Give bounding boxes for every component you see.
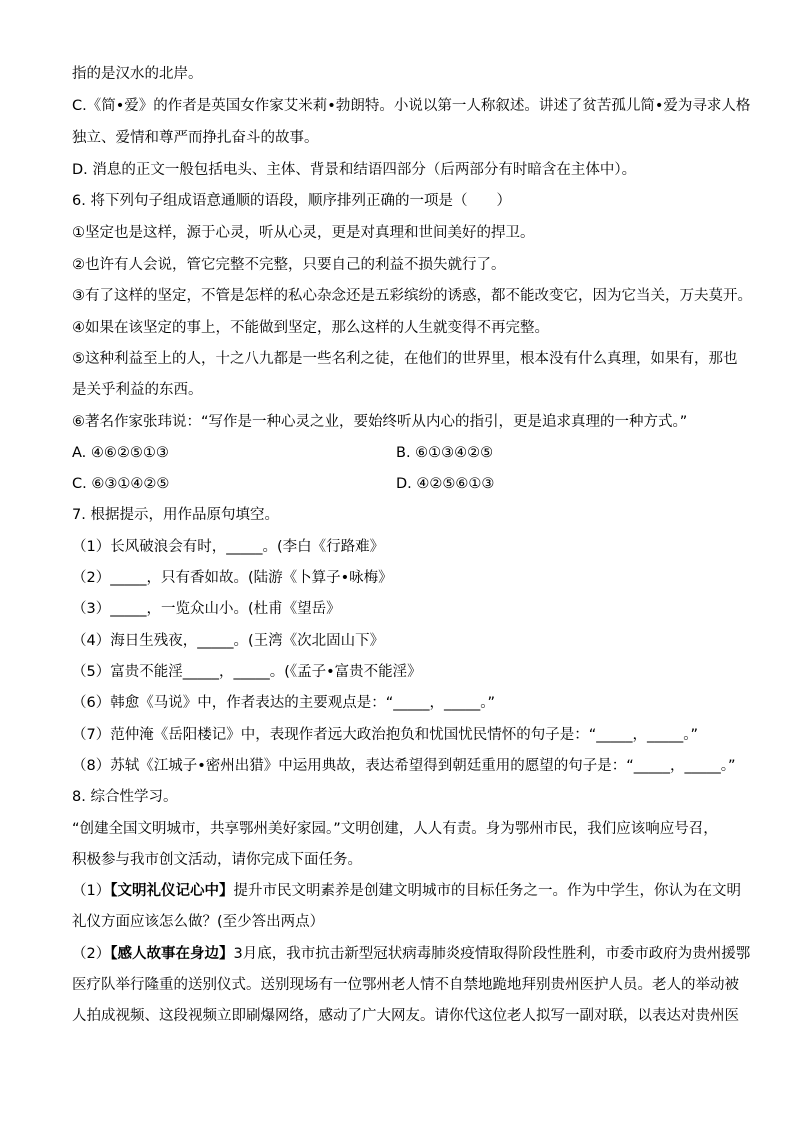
q8-intro: “创建全国文明城市，共享鄂州美好家园。”文明创建，人人有责。身为鄂州市民，我们应该响应号召， (72, 821, 718, 837)
text-line: 指的是汉水的北岸。 (72, 66, 203, 82)
option-d-statement: D. 消息的正文一般包括电头、主体、背景和结语四部分（后两部分有时暗含在主体中）。 (72, 162, 637, 178)
question-6-title: 6. 将下列句子组成语意通顺的语段，顺序排列正确的一项是（ ） (72, 193, 511, 209)
sentence-4: ④如果在该坚定的事上，不能做到坚定，那么这样的人生就变得不再完整。 (72, 320, 549, 336)
question-7-title: 7. 根据提示，用作品原句填空。 (72, 507, 279, 523)
sentence-1: ①坚定也是这样，源于心灵，听从心灵，更是对真理和世间美好的捍卫。 (72, 225, 535, 241)
sentence-6: ⑥著名作家张玮说：“写作是一种心灵之业，要始终听从内心的指引，更是追求真理的一种方式。” (72, 414, 688, 430)
q7-item-5: （5）富贵不能淫_____，_____。(《孟子•富贵不能淫》 (72, 664, 422, 680)
q7-item-3: （3）_____，一览众山小。(杜甫《望岳》 (72, 601, 341, 617)
option-c-statement: C.《简•爱》的作者是英国女作家艾米莉•勃朗特。小说以第一人称叙述。讲述了贫苦孤儿简•爱为寻求人格 (72, 98, 751, 114)
q7-item-8: （8）苏轼《江城子•密州出猎》中运用典故，表达希望得到朝廷重用的愿望的句子是：“_____，_____。” (72, 758, 736, 774)
task-text: 3月底，我市抗击新型冠状病毒肺炎疫情取得阶段性胜利，市委市政府为贵州援鄂 (233, 946, 751, 962)
task-number: （1） (72, 883, 111, 899)
q7-item-4: （4）海日生残夜，_____。(王湾《次北固山下》 (72, 633, 385, 649)
sentence-3: ③有了这样的坚定，不管是怎样的私心杂念还是五彩缤纷的诱惑，都不能改变它，因为它当关，万夫莫开。 (72, 288, 752, 304)
q7-item-6: （6）韩愈《马说》中，作者表达的主要观点是：“_____，_____。” (72, 695, 495, 711)
question-8-title: 8. 综合性学习。 (72, 789, 178, 805)
q8-task-2-cont: 医疗队举行隆重的送别仪式。送别现场有一位鄂州老人情不自禁地跪地拜别贵州医护人员。老人的举动被 (72, 977, 739, 993)
option-d: D. ④②⑤⑥①③ (396, 476, 495, 492)
q8-task-2 (72, 944, 750, 964)
task-text: 提升市民文明素养是创建文明城市的目标任务之一。作为中学生，你认为在文明 (233, 883, 741, 899)
q8-task-1 (72, 881, 741, 901)
q7-item-1: （1）长风破浪会有时，_____。(李白《行路难》 (72, 539, 385, 555)
option-b: B. ⑥①③④②⑤ (396, 445, 494, 461)
option-a: A. ④⑥②⑤①③ (72, 445, 169, 461)
option-c: C. ⑥③①④②⑤ (72, 476, 170, 492)
sentence-2: ②也许有人会说，管它完整不完整，只要自己的利益不损失就行了。 (72, 257, 506, 273)
q8-task-2-cont: 人拍成视频、这段视频立即刷爆网络，感动了广大网友。请你代这位老人拟写一副对联，以表达对贵州医 (72, 1008, 739, 1024)
task-number: （2） (72, 946, 111, 962)
task-label: 【文明礼仪记心中】 (110, 883, 234, 899)
text-line: 独立、爱情和尊严而挣扎奋斗的故事。 (72, 130, 319, 146)
text-line: 是关乎利益的东西。 (72, 382, 203, 398)
q8-task-1-cont: 礼仪方面应该怎么做？(至少答出两点） (72, 914, 325, 930)
q8-intro-cont: 积极参与我市创文活动，请你完成下面任务。 (72, 852, 362, 868)
sentence-5: ⑤这种利益至上的人，十之八九都是一些名利之徒，在他们的世界里，根本没有什么真理，如果有，那也 (72, 351, 738, 367)
q7-item-7: （7）范仲淹《岳阳楼记》中，表现作者远大政治抱负和忧国忧民情怀的句子是：“_____，_____。” (72, 727, 698, 743)
q7-item-2: （2）_____，只有香如故。(陆游《卜算子•咏梅》 (72, 570, 393, 586)
task-label: 【感人故事在身边】 (110, 946, 234, 962)
